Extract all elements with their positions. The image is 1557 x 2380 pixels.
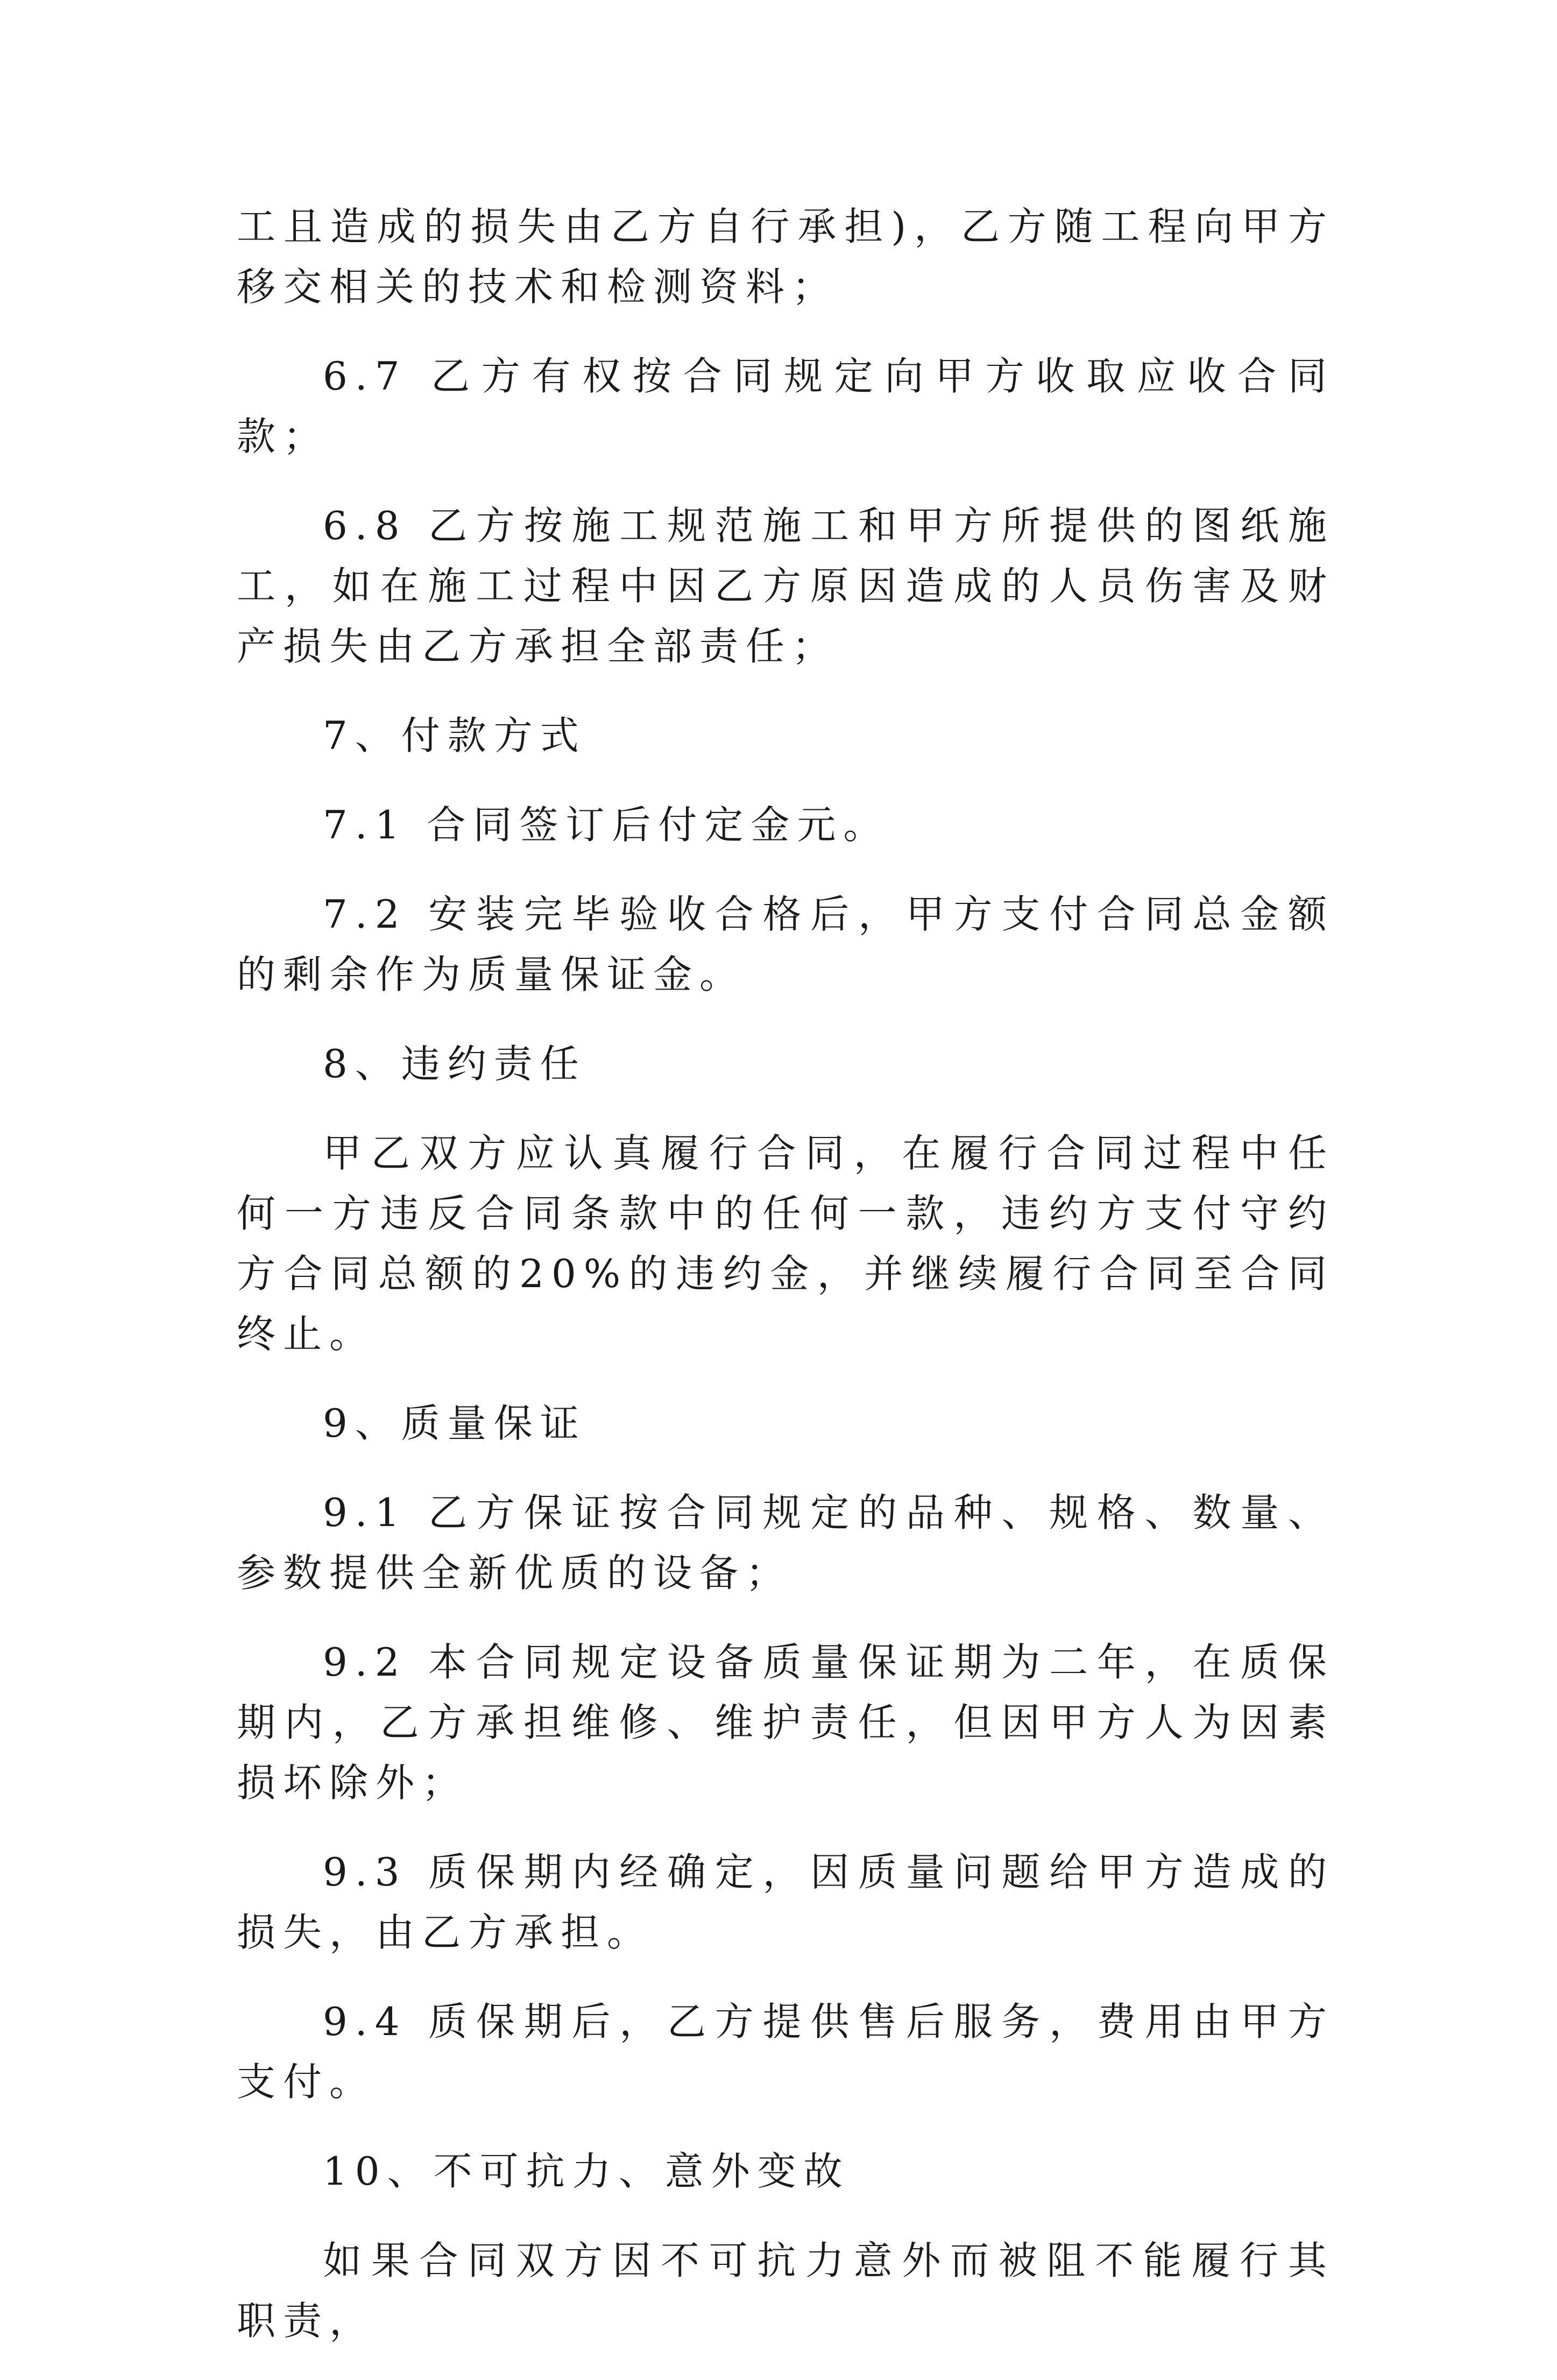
paragraph: 9.3 质保期内经确定，因质量问题给甲方造成的损失，由乙方承担。	[237, 1849, 1334, 1955]
document-body	[237, 196, 1334, 2380]
section-heading: 10、不可抗力、意外变故	[323, 2149, 850, 2194]
paragraph: 6.7 乙方有权按合同规定向甲方收取应收合同款；	[237, 354, 1334, 459]
section-heading: 7、付款方式	[323, 713, 586, 758]
paragraph: 6.8 乙方按施工规范施工和甲方所提供的图纸施工，如在施工过程中因乙方原因造成的人员伤害及财产损失由乙方承担全部责任；	[237, 503, 1334, 669]
paragraph: 9.1 乙方保证按合同规定的品种、规格、数量、参数提供全新优质的设备；	[237, 1490, 1334, 1595]
paragraph: 7.2 安装完毕验收合格后，甲方支付合同总金额的剩余作为质量保证金。	[237, 892, 1334, 997]
paragraph: 9.4 质保期后，乙方提供售后服务，费用由甲方支付。	[237, 1999, 1334, 2104]
paragraph: 7.1 合同签订后付定金元。	[323, 802, 890, 848]
paragraph: 9.2 本合同规定设备质量保证期为二年，在质保期内，乙方承担维修、维护责任，但因甲方人为因素损坏除外；	[237, 1640, 1334, 1805]
section-heading: 8、违约责任	[323, 1041, 586, 1086]
paragraph: 工且造成的损失由乙方自行承担)，乙方随工程向甲方移交相关的技术和检测资料；	[237, 204, 1334, 309]
paragraph: 如果合同双方因不可抗力意外而被阻不能履行其职责，	[237, 2238, 1334, 2343]
section-heading: 9、质量保证	[323, 1401, 586, 1446]
paragraph: 甲乙双方应认真履行合同，在履行合同过程中任何一方违反合同条款中的任何一款，违约方支付守约方合同总额的20%的违约金，并继续履行合同至合同终止。	[237, 1131, 1334, 1357]
